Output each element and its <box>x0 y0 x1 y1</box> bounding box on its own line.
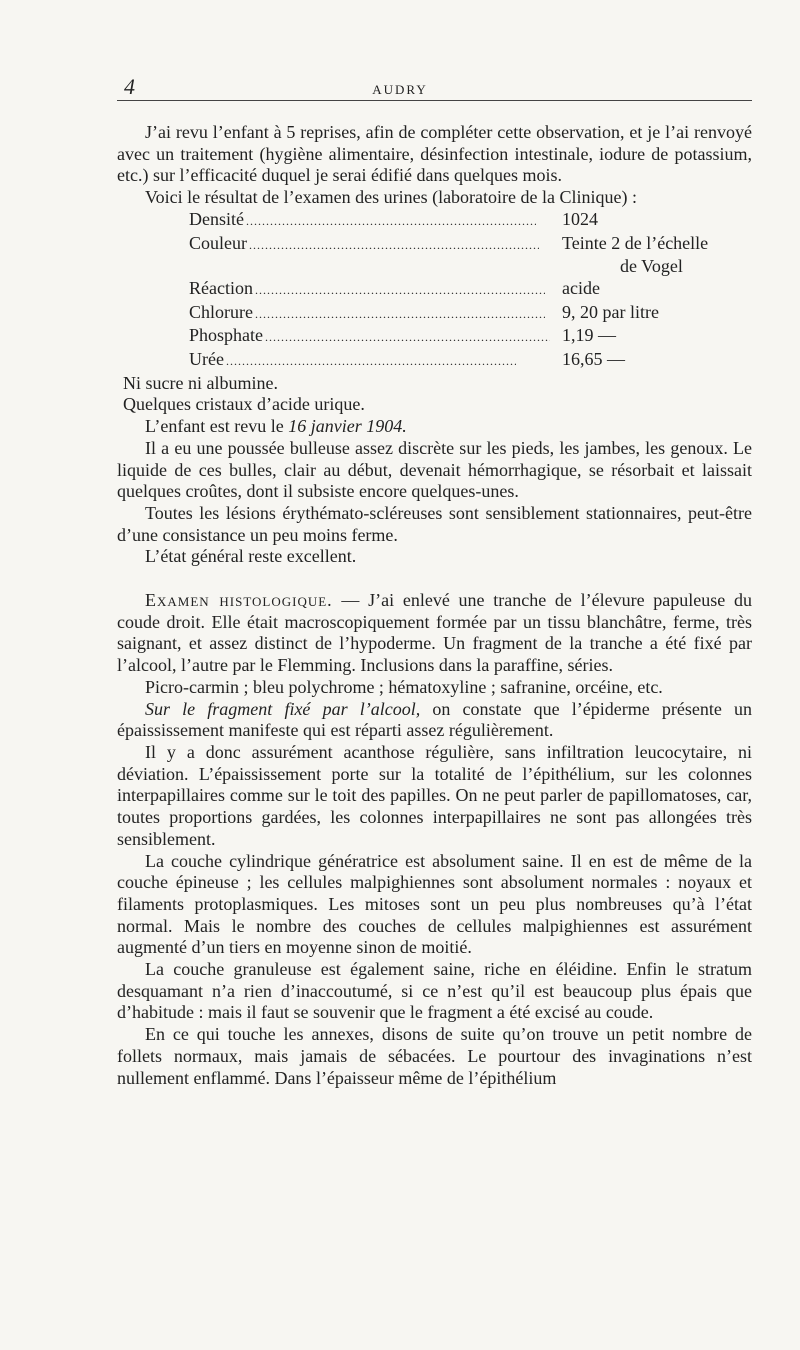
row-value: 1,19 — <box>562 325 616 346</box>
note-line: Quelques cristaux d’acide urique. <box>123 394 365 415</box>
page-number: 4 <box>124 74 135 99</box>
table-row <box>189 278 752 302</box>
paragraph: J’ai revu l’enfant à 5 reprises, afin de compléter cette observation, et je l’ai renvoyé avec un traitement (hygiène alimentaire, désinfection intestinale, iodure de potassium, etc.) sur l’efficacité duquel je serai édifié dans quelques mois. <box>117 122 752 186</box>
table-row <box>189 209 752 233</box>
row-label: Urée . . . <box>189 349 550 373</box>
row-value: 9, 20 par litre <box>562 301 659 322</box>
row-label: Réaction . . . <box>189 278 550 302</box>
row-label: Densité . . . <box>189 209 550 233</box>
table-row-continuation <box>189 256 752 278</box>
paragraph: En ce qui touche les annexes, disons de suite qu’on trouve un petit nombre de follets normaux, mais jamais de sébacées. Le pourtour des invaginations n’est nullement enflammé. Dans l’épaisseur même de l’épithélium <box>117 1024 752 1088</box>
table-row <box>189 233 752 257</box>
italic-phrase: Sur le fragment fixé par l’alcool, <box>145 698 421 719</box>
paragraph: Toutes les lésions érythémato-scléreuses sont sensiblement stationnaires, peut-être d’une consistance un peu moins ferme. <box>117 502 752 545</box>
paragraph: La couche granuleuse est également saine, riche en éléidine. Enfin le stratum desquamant n’a rien d’inaccoutumé, si ce n’est qu’il est beaucoup plus épais que d’habitude : mais il faut se souvenir que le fragment a été excisé au coude. <box>117 959 752 1023</box>
table-row <box>189 349 752 373</box>
paragraph: Il y a donc assurément acanthose régulière, sans infiltration leucocytaire, ni déviation. L’épaississement porte sur la totalité de l’épithélium, sur les colonnes interpapillaires comme sur le toit des papilles. On ne peut parler de papillomatoses, car, toutes proportions gardées, les colonnes interpapillaires ne sont pas allongées très sensiblement. <box>117 741 752 849</box>
row-label: Couleur . . . <box>189 233 550 257</box>
row-value: 16,65 — <box>562 349 625 370</box>
table-row <box>189 325 752 349</box>
paragraph: Il a eu une poussée bulleuse assez discrète sur les pieds, les jambes, les genoux. Le liquide de ces bulles, clair au début, devenait hémorrhagique, se résorbait et laissait quelques croûtes, dont il subsiste encore quelques-unes. <box>117 437 752 502</box>
paragraph-histology: Examen histologique. — J’ai enlevé une tranche de l’élevure papuleuse du coude droit. Elle était macroscopiquement formée par un tissu blanchâtre, ferme, très saignant, et assez distinct de l’hypoderme. Un fragment de la tranche a été fixé par l’alcool, l’autre par le Flemming. Inclusions dans la paraffine, séries. <box>117 590 752 676</box>
paragraph: La couche cylindrique génératrice est absolument saine. Il en est de même de la couche épineuse ; les cellules malpighiennes sont absolument normales : noyaux et filaments protoplasmiques. Les mitoses sont un peu plus nombreuses qu’à l’état normal. Mais le nombre des couches de cellules malpighiennes est assurément augmenté d’un tiers en moyenne sinon de moitié. <box>117 850 752 958</box>
body-text <box>117 122 752 1089</box>
paragraph: Voici le résultat de l’examen des urines (laboratoire de la Clinique) : <box>145 187 638 208</box>
urine-results-table <box>189 209 752 373</box>
row-value: acide <box>562 277 600 298</box>
note-line: Ni sucre ni albumine. <box>123 372 278 393</box>
paragraph: Picro-carmin ; bleu polychrome ; hématoxyline ; safranine, orcéine, etc. <box>145 676 663 697</box>
row-label: Chlorure . . . <box>189 302 550 326</box>
row-value: Teinte 2 de l’échelle <box>562 232 709 253</box>
table-row <box>189 302 752 326</box>
running-title: AUDRY <box>372 82 428 97</box>
visit-date: 16 janvier 1904. <box>288 416 407 437</box>
paragraph: Sur le fragment fixé par l’alcool, on constate que l’épiderme présente un épaississement manifeste qui est réparti assez régulièrement. <box>117 698 753 741</box>
section-heading: Examen histologique. <box>145 590 333 611</box>
paragraph: L’état général reste excellent. <box>145 546 357 567</box>
row-label: Phosphate . . . <box>189 325 550 349</box>
header-rule <box>117 100 752 101</box>
row-value: 1024 <box>562 208 598 229</box>
paragraph-visit: L’enfant est revu le 16 janvier 1904. <box>145 416 407 437</box>
row-value-continuation: de Vogel <box>620 256 683 277</box>
page-header <box>0 72 800 102</box>
